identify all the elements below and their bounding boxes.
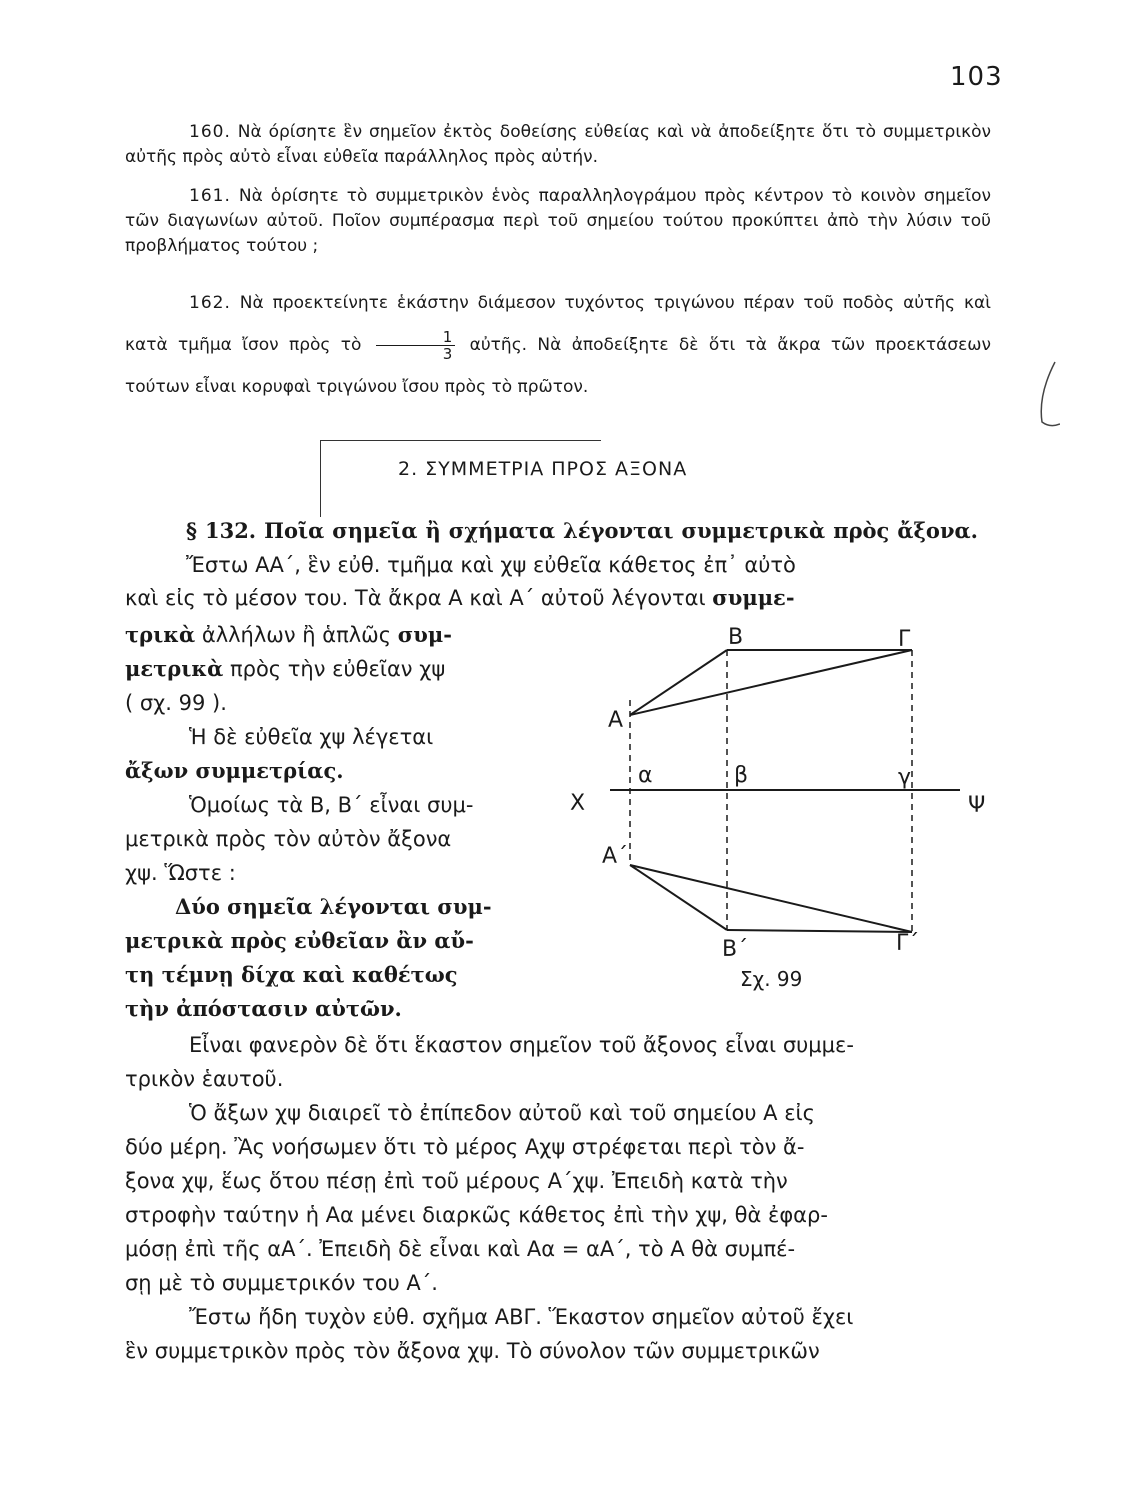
exercise-number: 162. (189, 293, 231, 313)
exercise-number: 160. (189, 122, 231, 142)
para-line: ξονα χψ, ἕως ὅτου πέσῃ ἐπὶ τοῦ μέρους Α΄χψ. Ἐπειδὴ κατὰ τὴν (125, 1169, 788, 1193)
exercise-160 (125, 120, 991, 170)
para-line: μόσῃ ἐπὶ τῆς αΑ΄. Ἐπειδὴ δὲ εἶναι καὶ Αα = αΑ΄, τὸ Α θὰ συμπέ- (125, 1237, 796, 1261)
segment-A1G1 (630, 865, 912, 932)
figure-99-diagram (560, 620, 1000, 1000)
para-line: Ἔστω ἤδη τυχὸν εὐθ. σχῆμα ΑΒΓ. Ἕκαστον σημεῖον αὐτοῦ ἔχει (189, 1305, 854, 1329)
para-line: Ὁμοίως τὰ Β, Β΄ εἶναι συμ- (189, 793, 474, 817)
para-line: ( σχ. 99 ). (125, 691, 227, 715)
para-line: χψ. Ὥστε : (125, 861, 236, 885)
fraction-denominator: 3 (442, 344, 453, 363)
exercise-text: Νὰ προεκτείνητε ἑκάστην διάμεσον τυχόντος τριγώνου πέραν τοῦ ποδὸς αὐτῆς καὶ κατὰ τμῆμα ἴσον πρὸς τὸ (125, 293, 991, 355)
figure-99 (560, 620, 1000, 1000)
exercise-161 (125, 184, 991, 259)
segment-AG (630, 650, 912, 715)
para-line: Εἶναι φανερὸν δὲ ὅτι ἕκαστον σημεῖον τοῦ ἄξονος εἶναι συμμε- (189, 1033, 854, 1057)
para-line: καὶ εἰς τὸ μέσον του. Τὰ ἄκρα Α καὶ Α΄ αὐτοῦ λέγονται (125, 586, 706, 610)
label-A: Α (608, 708, 624, 733)
bold-term: μετρικὰ (125, 656, 224, 681)
body-paragraphs (125, 1028, 991, 1368)
label-A-prime: Α΄ (602, 844, 629, 869)
label-gamma: γ (898, 765, 912, 790)
label-beta: β (734, 763, 749, 788)
definition-line: τὴν ἀπόστασιν αὐτῶν. (125, 996, 402, 1021)
para-line: Ἡ δὲ εὐθεῖα χψ λέγεται (189, 725, 434, 749)
label-B-prime: Β΄ (722, 937, 749, 962)
para-line: στροφὴν ταύτην ἡ Αα μένει διαρκῶς κάθετος ἐπὶ τὴν χψ, θὰ ἐφαρ- (125, 1203, 828, 1227)
exercise-text-continued: αὐτῆς. Νὰ ἀποδείξητε δὲ ὅτι τὰ ἄκρα τῶν προεκτάσεων τούτων εἶναι κορυφαὶ τριγώνου ἴσου πρὸς τὸ πρῶτον. (125, 335, 992, 397)
label-alpha: α (638, 763, 653, 788)
para-line: Ἔστω ΑΑ΄, ἓν εὐθ. τμῆμα καὶ χψ εὐθεῖα κάθετος ἐπ᾿ αὐτὸ (186, 553, 796, 577)
para-line: ἓν συμμετρικὸν πρὸς τὸν ἄξονα χψ. Τὸ σύνολον τῶν συμμετρικῶν (125, 1339, 820, 1363)
segment-A1B1 (630, 865, 727, 930)
exercise-text: Νὰ όρίσητε ἓν σημεῖον ἐκτὸς δοθείσης εὐθείας καὶ νὰ ἀποδείξητε ὅτι τὸ συμμετρικὸν αὐτῆς πρὸς αὐτὸ εἶναι εὐθεῖα παράλληλος πρὸς αὐτήν. (125, 122, 992, 167)
para-line: τρικὸν ἑαυτοῦ. (125, 1067, 284, 1091)
bold-term: συμμε- (712, 585, 795, 610)
label-psi: Ψ (968, 793, 986, 818)
bold-term: ἄξων συμμετρίας. (125, 758, 344, 783)
fraction-numerator: 1 (376, 329, 456, 346)
label-G: Γ (898, 627, 911, 652)
segment-B1G1 (727, 930, 912, 932)
definition-line: μετρικὰ πρὸς εὐθεῖαν ἂν αὔ- (125, 928, 474, 953)
exercise-162 (125, 282, 991, 408)
bold-term: τρικὰ (125, 622, 196, 647)
bold-term: συμ- (397, 622, 452, 647)
label-G-prime: Γ΄ (896, 931, 920, 956)
fraction-one-third (376, 329, 456, 362)
para-line: δύο μέρη. Ἂς νοήσωμεν ὅτι τὸ μέρος Αχψ στρέφεται περὶ τὸν ἄ- (125, 1135, 805, 1159)
section-title: 2. ΣΥΜΜΕΤΡΙΑ ΠΡΟΣ ΑΞΟΝΑ (398, 458, 688, 480)
para-line: πρὸς τὴν εὐθεῖαν χψ (223, 657, 446, 681)
figure-caption: Σχ. 99 (740, 967, 803, 991)
para-line: Ὁ ἄξων χψ διαιρεῖ τὸ ἐπίπεδον αὐτοῦ καὶ τοῦ σημείου Α εἰς (189, 1101, 815, 1125)
para-heading: § 132. Ποῖα σημεῖα ἢ σχήματα λέγονται συμμετρικὰ πρὸς ἄξονα. (186, 518, 978, 543)
label-B: Β (728, 625, 744, 650)
definition-line: τη τέμνῃ δίχα καὶ καθέτως (125, 962, 458, 987)
exercise-text: Νὰ ὁρίσητε τὸ συμμετρικὸν ἑνὸς παραλληλογράμου πρὸς κέντρον τὸ κοινὸν σημεῖον τῶν διαγωνίων αὐτοῦ. Ποῖον συμπέρασμα περὶ τοῦ σημείου τούτου προκύπτει ἀπὸ τὴν λύσιν τοῦ προβλήματος τούτου ; (125, 186, 991, 256)
para-132-left-column (125, 618, 545, 1026)
exercise-number: 161. (189, 186, 231, 206)
para-line: σῃ μὲ τὸ συμμετρικόν του Α΄. (125, 1271, 438, 1295)
label-chi: Χ (570, 791, 586, 816)
para-132-heading (186, 514, 978, 582)
segment-AB (630, 650, 727, 715)
para-line: μετρικὰ πρὸς τὸν αὐτὸν ἄξονα (125, 827, 452, 851)
scan-edge-mark (1010, 360, 1060, 430)
para-line: ἀλλήλων ἢ ἁπλῶς (195, 623, 398, 647)
page-number: 103 (950, 62, 1003, 92)
definition-line: Δύο σημεῖα λέγονται συμ- (175, 894, 492, 919)
para-132-line2 (125, 582, 991, 614)
